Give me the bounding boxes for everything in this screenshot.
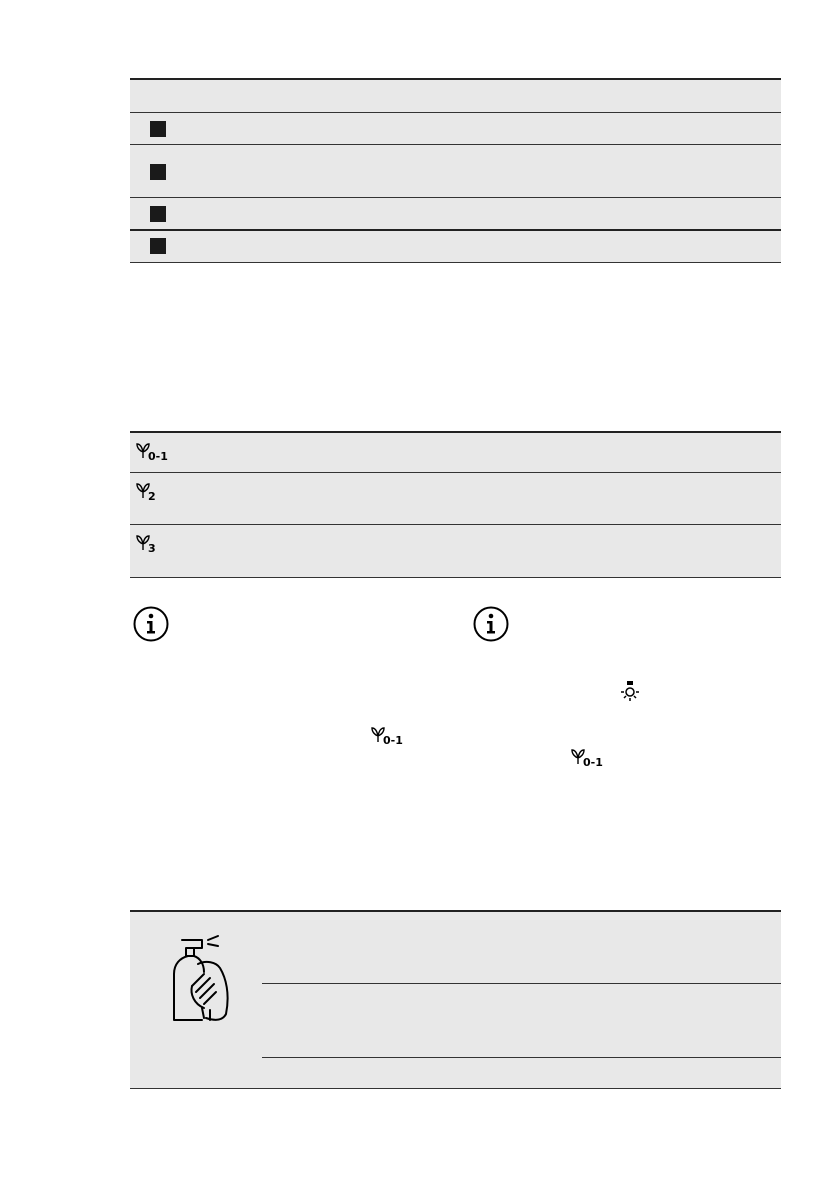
top-table-rule xyxy=(130,78,781,80)
fan-table-row-1 xyxy=(130,433,781,472)
fan-table-row-2 xyxy=(130,473,781,524)
black-square-marker xyxy=(150,121,166,137)
top-table-header xyxy=(130,79,781,112)
fan-speed-label: 2 xyxy=(148,490,156,501)
top-table-row-1 xyxy=(130,113,781,144)
top-table-row-3 xyxy=(130,198,781,229)
fan-speed-label: 0-1 xyxy=(583,756,603,767)
fan-speed-icon xyxy=(135,441,177,461)
black-square-marker xyxy=(150,164,166,180)
fan-table-row-3 xyxy=(130,525,781,577)
divider xyxy=(130,577,781,578)
info-icon xyxy=(473,606,509,642)
cleaning-spray-cloth-icon xyxy=(164,934,234,1026)
divider xyxy=(262,983,781,984)
divider xyxy=(262,1057,781,1058)
black-square-marker xyxy=(150,238,166,254)
fan-speed-label: 3 xyxy=(148,542,156,553)
top-table-row-4 xyxy=(130,231,781,262)
divider xyxy=(130,262,781,263)
black-square-marker xyxy=(150,206,166,222)
fan-speed-icon xyxy=(570,747,616,767)
top-table-row-2 xyxy=(130,145,781,197)
fan-speed-label: 0-1 xyxy=(383,734,403,745)
fan-speed-icon xyxy=(135,481,177,501)
fan-speed-icon xyxy=(135,533,177,553)
info-icon xyxy=(133,606,169,642)
light-icon xyxy=(617,680,643,704)
fan-speed-label: 0-1 xyxy=(148,450,168,461)
divider xyxy=(130,1088,781,1089)
fan-speed-icon xyxy=(370,725,416,745)
